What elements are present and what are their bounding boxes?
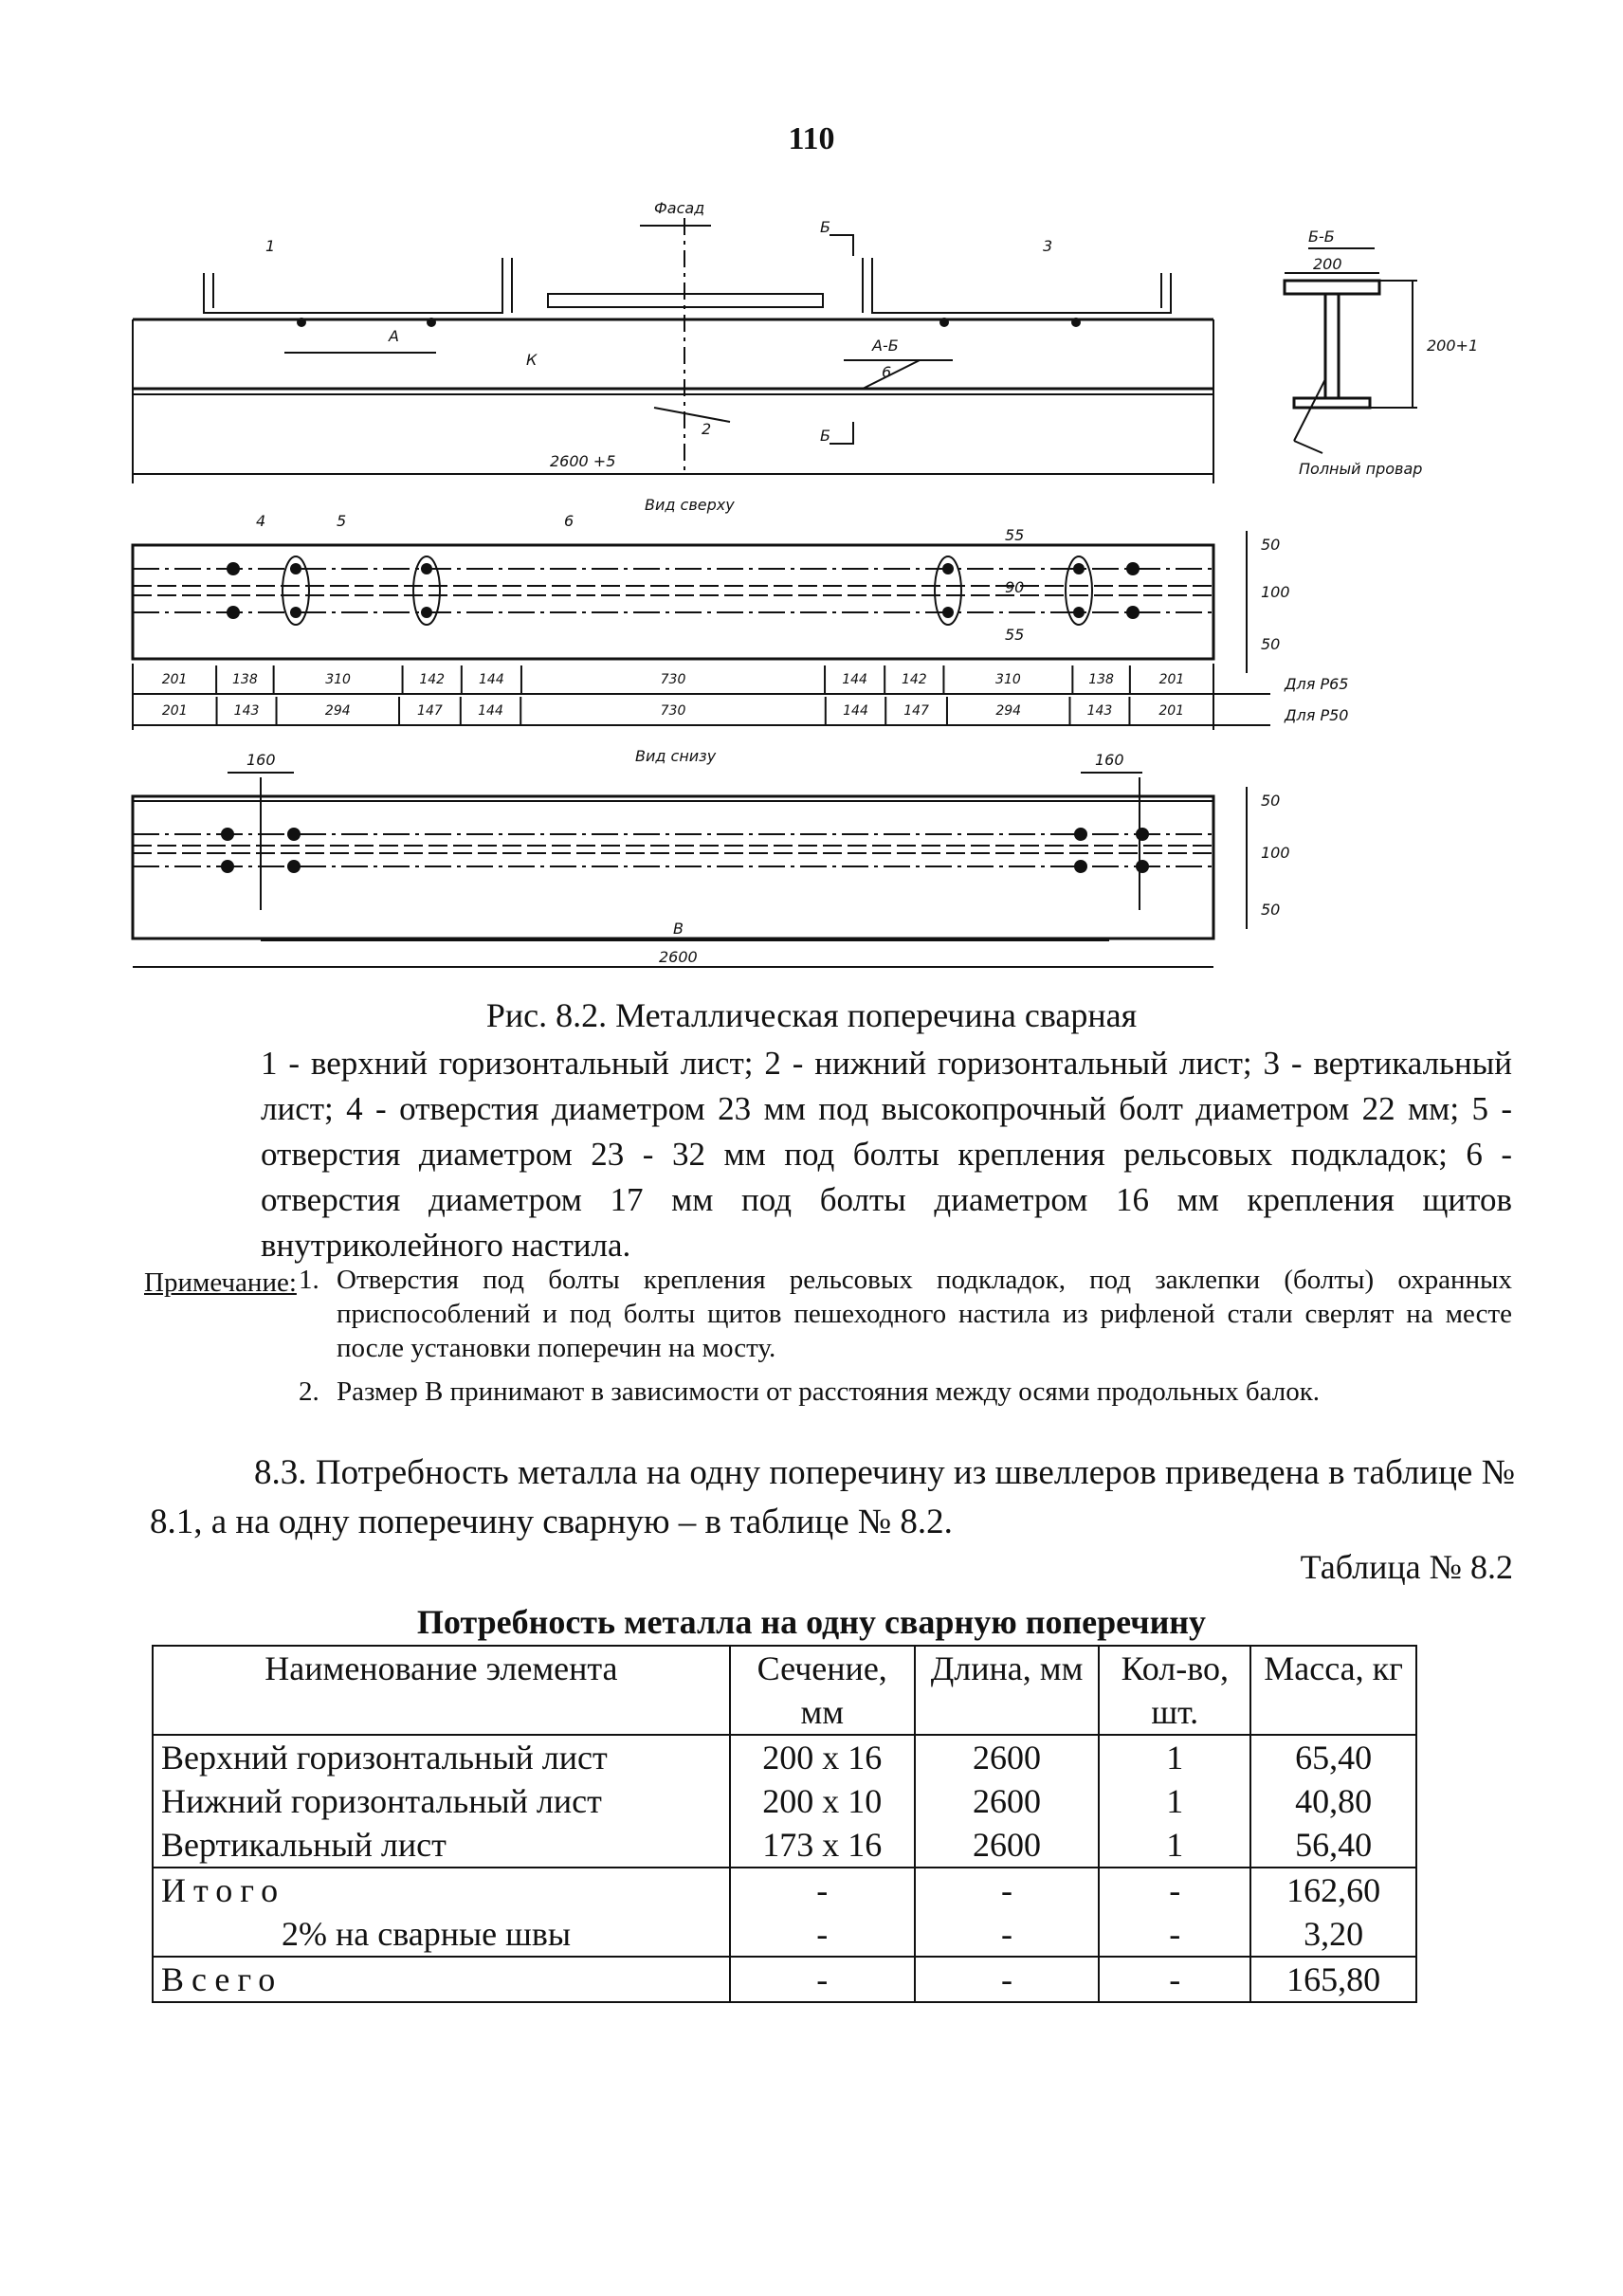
dimension-label: 138 [232,672,258,687]
svg-text:1: 1 [265,237,276,255]
table-row: Вертикальный лист 173 х 16 2600 1 56,40 [153,1823,1416,1868]
svg-text:6: 6 [882,363,892,381]
note-1: 1. Отверстия под болты крепления рельсовых подкладок, под заклепки (болты) охранных приспособлений и под болты щитов пешеходного настила из рифленой стали сверлят на месте после установки поперечин на мосту. [299,1265,1512,1363]
dimension-label: 147 [903,703,929,719]
table-header-row: Наименование элемента Сечение, мм Длина, мм Кол-во, шт. Масса, кг [153,1646,1416,1735]
table-weld-row: 2% на сварные швы - - - 3,20 [153,1912,1416,1957]
dimension-label: 144 [843,703,868,719]
svg-text:55: 55 [1005,626,1025,644]
dimension-label: 147 [417,703,443,719]
table-row: Нижний горизонтальный лист 200 х 10 2600 1 40,80 [153,1779,1416,1823]
bottom-length: 2600 [659,948,698,966]
svg-text:50: 50 [1261,536,1281,554]
dimension-label: 730 [660,672,686,687]
svg-text:А: А [389,327,399,345]
dimension-label: 201 [161,672,188,687]
svg-text:90: 90 [1005,578,1025,596]
table-row: Верхний горизонтальный лист 200 х 16 2600 1 65,40 [153,1735,1416,1779]
table-total-row: Итого - - - 162,60 [153,1868,1416,1912]
dimension-label: 143 [1086,703,1113,719]
dimension-label: 201 [1158,703,1185,719]
svg-text:100: 100 [1261,583,1290,601]
dimension-label: 144 [478,703,503,719]
metal-table [152,1645,1417,2003]
svg-text:200: 200 [1313,255,1342,273]
table-grand-row: Всего - - - 165,80 [153,1957,1416,2002]
view-bottom-label: Вид снизу [635,747,717,765]
dimension-label: 138 [1088,672,1114,687]
dimension-label: 730 [660,703,686,719]
page-number: 110 [788,121,835,156]
view-front-label: Фасад [654,199,705,217]
dimension-label: 142 [419,672,446,687]
weld-note: Полный провар [1299,460,1423,478]
note-label: Примечание: [144,1267,297,1298]
svg-text:А-Б: А-Б [872,337,899,355]
dimension-label: 201 [161,703,188,719]
svg-text:200+1: 200+1 [1427,337,1479,355]
label-p50: Для Р50 [1285,706,1349,724]
svg-text:4: 4 [256,512,266,530]
svg-text:100: 100 [1261,844,1290,862]
dimension-label: 294 [324,703,351,719]
svg-text:5: 5 [337,512,347,530]
svg-text:2: 2 [702,420,712,438]
figure-title: Рис. 8.2. Металлическая поперечина сварная [485,996,1138,1034]
note-2: 2. Размер В принимают в зависимости от расстояния между осями продольных балок. [299,1376,1321,1407]
figure-caption: 1 - верхний горизонтальный лист; 2 - нижний горизонтальный лист; 3 - вертикальный лист; 4 - отверстия диаметром 23 мм под высокопрочный болт диаметром 22 мм; 5 - отверстия диаметром 23 - 32 мм под болты крепления рельсовых подкладок; 6 - отверстия диаметром 17 мм под болты диаметром 16 мм крепления щитов внутриколейного настила. [261,1045,1512,1264]
svg-text:3: 3 [1043,237,1053,255]
svg-text:Б: Б [820,218,830,236]
svg-text:Б: Б [820,427,830,445]
dimension-label: 142 [901,672,927,687]
dimension-label: 201 [1158,672,1185,687]
table-title: Потребность металла на одну сварную поперечину [416,1603,1207,1641]
svg-text:50: 50 [1261,792,1281,810]
svg-text:50: 50 [1261,635,1281,653]
label-p65: Для Р65 [1285,675,1349,693]
dimension-label: 310 [325,672,351,687]
svg-text:55: 55 [1005,526,1025,544]
front-length: 2600 +5 [550,452,616,470]
paragraph-8-3: 8.3. Потребность металла на одну поперечину из швеллеров приведена в таблице № 8.1, а на одну поперечину сварную – в таблице № 8.2. [150,1453,1515,1541]
svg-text:К: К [526,351,538,369]
svg-text:6: 6 [564,512,574,530]
svg-text:160: 160 [1095,751,1124,769]
svg-text:50: 50 [1261,901,1281,919]
svg-text:Б-Б: Б-Б [1308,228,1335,246]
svg-text:160: 160 [246,751,276,769]
table-label: Таблица № 8.2 [1300,1548,1513,1586]
dimension-label: 143 [233,703,260,719]
view-top-label: Вид сверху [645,496,735,514]
technical-drawing [123,190,1488,986]
dimension-label: 310 [995,672,1021,687]
dimension-label: 144 [479,672,504,687]
dimension-label: 294 [995,703,1022,719]
dimension-label: 144 [842,672,867,687]
svg-text:В: В [673,920,684,938]
